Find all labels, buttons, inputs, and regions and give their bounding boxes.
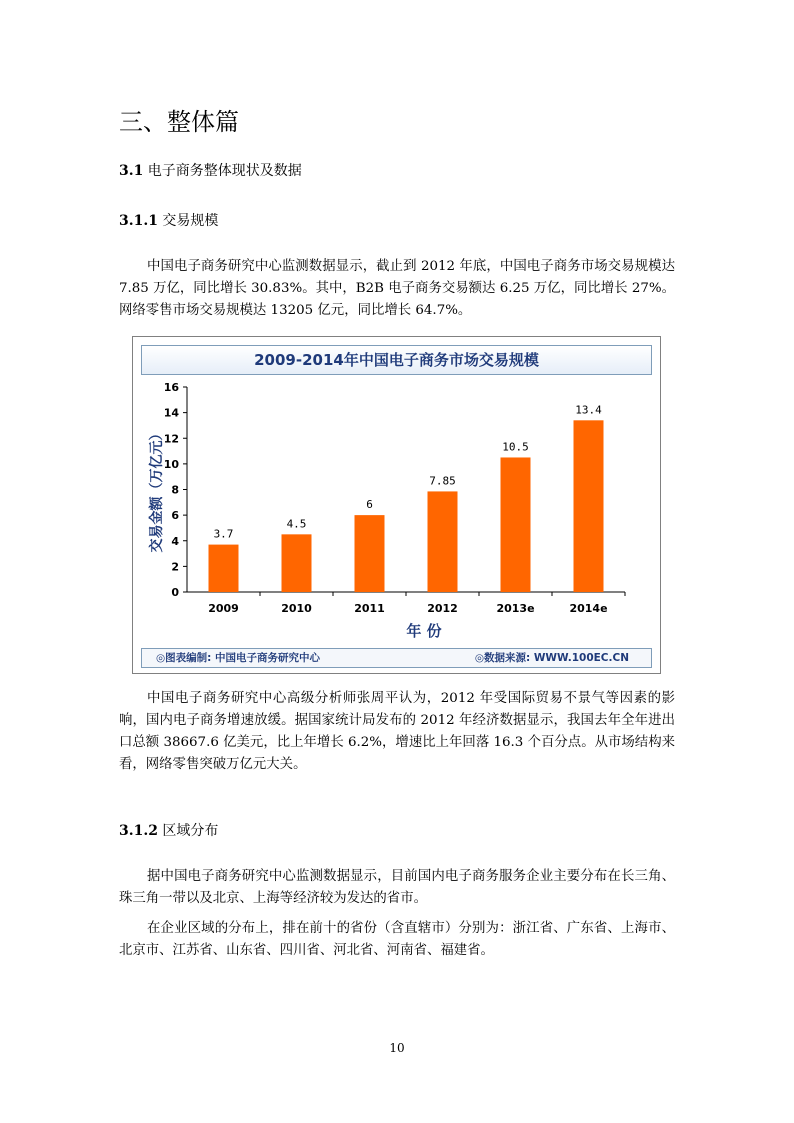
y-tick-label: 12 bbox=[163, 432, 179, 446]
section-heading-3-1-1 bbox=[119, 210, 218, 232]
bar-2013e bbox=[501, 457, 531, 592]
section-heading-3-1 bbox=[119, 160, 302, 182]
y-axis-label: 交易金额（万亿元） bbox=[149, 426, 165, 553]
x-tick-label: 2010 bbox=[281, 602, 312, 615]
y-tick-label: 10 bbox=[163, 457, 179, 471]
x-axis-label: 年 份 bbox=[406, 622, 442, 640]
data-label: 10.5 bbox=[502, 440, 529, 454]
chart-footer bbox=[141, 648, 652, 668]
x-tick-label: 2012 bbox=[427, 602, 458, 615]
data-label: 6 bbox=[366, 498, 373, 512]
paragraph-top-provinces: 在企业区域的分布上，排在前十的省份（含直辖市）分别为：浙江省、广东省、上海市、北京市、江苏省、山东省、四川省、河北省、河南省、福建省。 bbox=[119, 921, 675, 958]
data-label: 13.4 bbox=[575, 403, 602, 417]
x-tick-label: 2009 bbox=[208, 602, 239, 615]
section-title: 电子商务整体现状及数据 bbox=[143, 163, 302, 179]
bar-2009 bbox=[209, 545, 239, 592]
main-heading: 三、整体篇 bbox=[119, 108, 239, 136]
chart-title: 2009-2014年中国电子商务市场交易规模 bbox=[141, 345, 652, 375]
y-tick-label: 2 bbox=[171, 560, 179, 574]
paragraph-transaction-scale: 中国电子商务研究中心监测数据显示，截止到 2012 年底，中国电子商务市场交易规模达 7.85 万亿，同比增长 30.83%。其中，B2B 电子商务交易额达 6.25 万亿，同比增长 27%。网络零售市场交易规模达 13205 亿元，同比增长 64.7%。 bbox=[119, 259, 675, 318]
x-tick-label: 2014e bbox=[569, 602, 608, 615]
data-label: 4.5 bbox=[286, 517, 307, 531]
data-label: 7.85 bbox=[429, 474, 456, 488]
bar-2011 bbox=[355, 515, 385, 592]
x-tick-label: 2011 bbox=[354, 602, 385, 615]
bar-2010 bbox=[282, 534, 312, 592]
chart-footer-source: ◎数据来源: WWW.100EC.CN bbox=[474, 652, 629, 664]
paragraph-regional-distribution: 据中国电子商务研究中心监测数据显示，目前国内电子商务服务企业主要分布在长三角、珠三角一带以及北京、上海等经济较为发达的省市。 bbox=[119, 869, 675, 906]
data-label: 3.7 bbox=[213, 527, 234, 541]
bar-2014e bbox=[574, 420, 604, 592]
section-number: 3.1.2 bbox=[119, 823, 158, 839]
y-tick-label: 0 bbox=[171, 586, 179, 599]
y-tick-label: 14 bbox=[163, 406, 179, 420]
page-number: 10 bbox=[389, 1041, 405, 1055]
y-tick-label: 16 bbox=[163, 381, 179, 394]
section-title: 交易规模 bbox=[157, 213, 219, 229]
y-tick-label: 8 bbox=[171, 483, 179, 497]
chart-footer-credit: ◎图表编制: 中国电子商务研究中心 bbox=[156, 652, 321, 664]
x-tick-label: 2013e bbox=[496, 602, 535, 615]
chart-plot bbox=[133, 337, 660, 673]
bar-chart bbox=[132, 336, 661, 674]
y-tick-label: 6 bbox=[171, 509, 179, 523]
section-title: 区域分布 bbox=[157, 823, 219, 839]
section-heading-3-1-2 bbox=[119, 820, 218, 842]
section-number: 3.1 bbox=[119, 163, 144, 179]
section-number: 3.1.1 bbox=[119, 213, 158, 229]
bar-2012 bbox=[428, 491, 458, 592]
y-tick-label: 4 bbox=[171, 534, 179, 548]
paragraph-analyst-comment: 中国电子商务研究中心高级分析师张周平认为，2012 年受国际贸易不景气等因素的影响，国内电子商务增速放缓。据国家统计局发布的 2012 年经济数据显示，我国去年全年进出口总额 38667.6 亿美元，比上年增长 6.2%，增速比上年回落 16.3 个百分点。从市场结构来看，网络零售突破万亿元大关。 bbox=[119, 691, 675, 772]
